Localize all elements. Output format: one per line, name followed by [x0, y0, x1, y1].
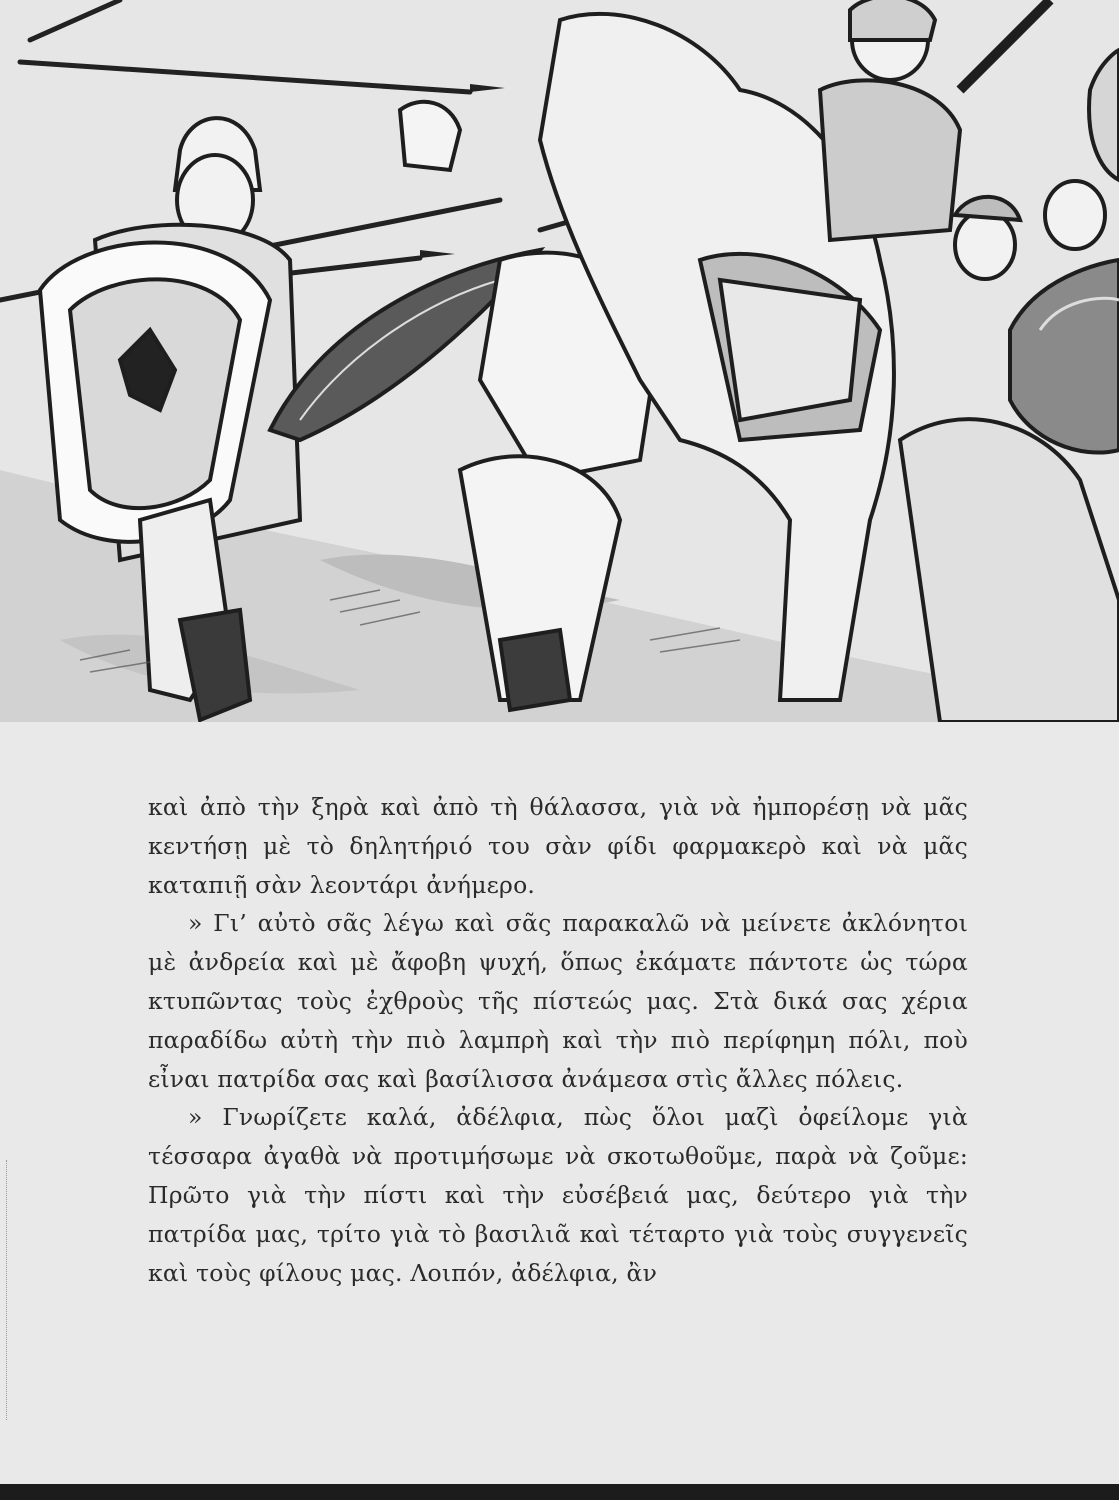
- paragraph-1: καὶ ἀπὸ τὴν ξηρὰ καὶ ἀπὸ τὴ θάλασσα, γιὰ νὰ ἠμπορέσῃ νὰ μᾶς κεντήσῃ μὲ τὸ δηλητήριό του σὰν φίδι φαρμακερὸ καὶ νὰ μᾶς καταπιῇ σὰν λεοντάρι ἀνήμερο.: [148, 793, 968, 899]
- body-text: [148, 788, 968, 1292]
- battle-scene-illustration: [0, 0, 1119, 722]
- page-edge-mark: [6, 1160, 9, 1420]
- scan-bottom-edge: [0, 1484, 1119, 1500]
- illustration-drawing: [0, 0, 1119, 722]
- paragraph-2: » Γι’ αὐτὸ σᾶς λέγω καὶ σᾶς παρακαλῶ νὰ μείνετε ἀκλόνητοι μὲ ἀνδρεία καὶ μὲ ἄφοβη ψυχή, ὅπως ἐκάματε πάντοτε ὡς τώρα κτυπῶντας τοὺς ἐχθροὺς τῆς πίστεώς μας. Στὰ δικά σας χέρια παραδίδω αὐτὴ τὴν πιὸ λαμπρὴ καὶ τὴν πιὸ περίφημη πόλι, ποὺ εἶναι πατρίδα σας καὶ βασίλισσα ἀνάμεσα στὶς ἄλλες πόλεις.: [148, 909, 968, 1093]
- paragraph-3: » Γνωρίζετε καλά, ἀδέλφια, πὼς ὅλοι μαζὶ ὀφείλομε γιὰ τέσσαρα ἀγαθὰ νὰ προτιμήσωμε νὰ σκοτωθοῦμε, παρὰ νὰ ζοῦμε: Πρῶτο γιὰ τὴν πίστι καὶ τὴν εὐσέβειά μας, δεύτερο γιὰ τὴν πατρίδα μας, τρίτο γιὰ τὸ βασιλιᾶ καὶ τέταρτο γιὰ τοὺς συγγενεῖς καὶ τοὺς φίλους μας. Λοιπόν, ἀδέλφια, ἂν: [148, 1103, 968, 1287]
